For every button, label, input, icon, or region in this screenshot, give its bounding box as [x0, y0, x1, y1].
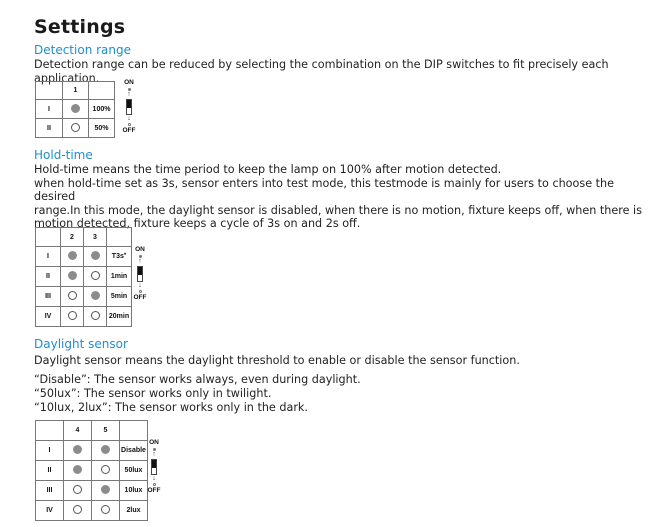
row-value: 2lux — [120, 501, 148, 521]
section-heading-hold-time: Hold-time — [34, 148, 93, 162]
arrow-down-icon: ↓ — [152, 475, 156, 482]
dip-state-off-icon — [101, 465, 110, 474]
dip-column-header: 1 — [63, 82, 89, 100]
table-row — [36, 100, 115, 119]
off-dot-icon — [139, 290, 142, 293]
row-value: Disable — [120, 441, 148, 461]
dip-state-on-icon — [71, 104, 80, 113]
footnote-star: * — [123, 253, 127, 259]
dip-state-off-icon — [73, 485, 82, 494]
dip-state-off-icon — [68, 291, 77, 300]
table-row — [36, 287, 132, 307]
hold-time-description: Hold-time means the time period to keep the lamp on 100% after motion detected. when hold-time set as 3s, sensor enters into test mode, this testmode is mainly for users to choose the desired range.In this mode, the daylight sensor is disabled, when there is no motion, fixture keeps off, when there is motion detected, fixture keeps a cycle of 3s on and 2s off. — [34, 163, 642, 231]
row-value: 50% — [89, 119, 115, 138]
section-heading-detection-range: Detection range — [34, 43, 132, 57]
switch-off-label: OFF — [122, 127, 136, 134]
arrow-down-icon: ↓ — [138, 282, 142, 289]
off-dot-icon — [128, 123, 131, 126]
row-value: 100% — [89, 100, 115, 119]
daylight-sensor-table — [35, 420, 148, 521]
section-heading-daylight-sensor: Daylight sensor — [34, 337, 128, 351]
dip-column-header: 2 — [61, 228, 84, 247]
daylight-note: “50lux”: The sensor works only in twilight. — [34, 387, 272, 400]
row-id: I — [36, 441, 64, 461]
hold-time-table — [35, 227, 132, 327]
table-row — [36, 481, 148, 501]
daylight-note: “Disable”: The sensor works always, even during daylight. — [34, 373, 361, 386]
row-id: III — [36, 481, 64, 501]
switch-on-label: ON — [135, 246, 145, 253]
dip-state-off-icon — [101, 505, 110, 514]
page-title: Settings — [34, 16, 126, 38]
detection-range-description: Detection range can be reduced by selecting the combination on the DIP switches to fit precisely each application. — [34, 58, 609, 85]
dip-state-on-icon — [73, 465, 82, 474]
switch-off-label: OFF — [147, 487, 161, 494]
switch-on-label: ON — [124, 79, 134, 86]
detection-range-table — [35, 81, 115, 138]
table-row — [36, 441, 148, 461]
row-id: III — [36, 287, 61, 307]
row-id: IV — [36, 307, 61, 327]
row-value: T3s — [111, 253, 124, 260]
switch-off-label: OFF — [133, 294, 147, 301]
switch-slider-icon — [151, 459, 157, 475]
dip-state-on-icon — [68, 271, 77, 280]
table-row — [36, 119, 115, 138]
table-row — [36, 501, 148, 521]
daylight-sensor-description: Daylight sensor means the daylight threshold to enable or disable the sensor function. — [34, 354, 520, 367]
dip-state-on-icon — [101, 445, 110, 454]
dip-state-on-icon — [91, 251, 100, 260]
dip-column-header: 4 — [64, 421, 92, 441]
switch-slider-icon — [137, 266, 143, 282]
table-row — [36, 461, 148, 481]
dip-column-header: 5 — [92, 421, 120, 441]
row-id: II — [36, 461, 64, 481]
dip-column-header: 3 — [84, 228, 107, 247]
row-id: II — [36, 267, 61, 287]
row-value: 50lux — [120, 461, 148, 481]
row-value: 10lux — [120, 481, 148, 501]
dip-state-off-icon — [73, 505, 82, 514]
row-id: II — [36, 119, 63, 138]
dip-switch-icon — [129, 246, 151, 302]
dip-state-on-icon — [73, 445, 82, 454]
arrow-down-icon: ↓ — [127, 115, 131, 122]
row-value: 20min — [107, 307, 132, 327]
dip-state-on-icon — [101, 485, 110, 494]
daylight-note: “10lux, 2lux”: The sensor works only in the dark. — [34, 401, 308, 414]
table-row — [36, 307, 132, 327]
dip-state-off-icon — [91, 311, 100, 320]
arrow-up-icon: ↑ — [152, 451, 156, 458]
row-value: 5min — [107, 287, 132, 307]
dip-state-off-icon — [91, 271, 100, 280]
dip-state-off-icon — [68, 311, 77, 320]
arrow-up-icon: ↑ — [138, 258, 142, 265]
dip-switch-icon — [118, 79, 140, 135]
off-dot-icon — [153, 483, 156, 486]
dip-state-off-icon — [71, 123, 80, 132]
row-id: I — [36, 247, 61, 267]
table-row — [36, 247, 132, 267]
dip-state-on-icon — [91, 291, 100, 300]
row-id: IV — [36, 501, 64, 521]
row-value: 1min — [107, 267, 132, 287]
arrow-up-icon: ↑ — [127, 91, 131, 98]
row-id: I — [36, 100, 63, 119]
switch-on-label: ON — [149, 439, 159, 446]
switch-slider-icon — [126, 99, 132, 115]
table-row — [36, 267, 132, 287]
dip-switch-icon — [143, 439, 165, 495]
dip-state-on-icon — [68, 251, 77, 260]
